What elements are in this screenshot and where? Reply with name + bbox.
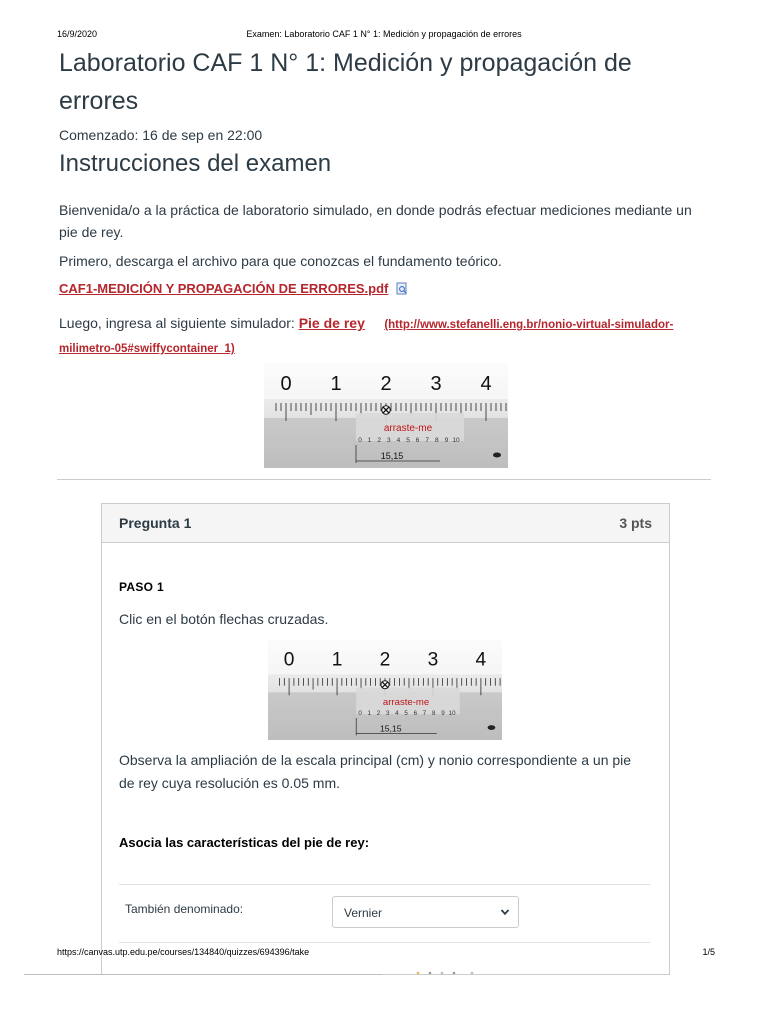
simulator-prefix: Luego, ingresa al siguiente simulador: <box>59 315 299 331</box>
vernier-number: 10 <box>448 710 456 718</box>
instructions-heading: Instrucciones del examen <box>59 150 332 177</box>
caliper-screw <box>493 453 501 458</box>
question-name: Pregunta 1 <box>119 515 192 531</box>
main-scale-number: 0 <box>280 373 292 395</box>
main-scale-number: 1 <box>330 373 342 395</box>
drag-label: arraste-me <box>382 696 430 708</box>
decorative-marks <box>412 970 482 976</box>
vernier-number: 2 <box>377 437 382 444</box>
match-select-value: Vernier <box>344 906 383 920</box>
intro-paragraph: Bienvenida/o a la práctica de laboratorio simulado, en donde podrás efectuar mediciones mediante un pie de rey. <box>59 202 692 240</box>
match-select[interactable] <box>332 896 519 928</box>
vernier-number: 0 <box>358 710 362 718</box>
vernier-number: 5 <box>406 437 410 444</box>
question-associate-heading: Asocia las características del pie de rey: <box>119 835 370 850</box>
vernier-number: 3 <box>385 710 390 718</box>
question-header <box>102 504 669 543</box>
main-scale-number: 2 <box>380 373 392 395</box>
vernier-number: 2 <box>376 710 381 718</box>
caliper-screw <box>488 725 496 730</box>
caliper-reading: 15,15 <box>379 723 402 734</box>
print-header <box>0 29 768 43</box>
main-scale-number: 0 <box>283 649 295 671</box>
vernier-number: 3 <box>386 437 391 444</box>
question-step-label: PASO 1 <box>119 580 164 594</box>
drag-label: arraste-me <box>383 423 433 434</box>
print-document-title: Examen: Laboratorio CAF 1 N° 1: Medición y propagación de errores <box>246 29 522 39</box>
main-scale-number: 3 <box>427 649 439 671</box>
caliper-simulator-image <box>264 363 508 468</box>
question-observation: Observa la ampliación de la escala principal (cm) y nonio correspondiente a un pie de rey cuya resolución es 0.05 mm. <box>119 752 632 791</box>
vernier-number: 9 <box>441 710 445 718</box>
vernier-number: 8 <box>434 437 439 444</box>
print-url: https://canvas.utp.edu.pe/courses/134840/quizzes/694396/take <box>57 947 310 957</box>
vernier-number: 0 <box>358 437 362 444</box>
download-paragraph: Primero, descarga el archivo para que conozcas el fundamento teórico. <box>59 253 502 269</box>
caliper-reading: 15,15 <box>380 451 404 461</box>
pdf-file-link[interactable]: CAF1-MEDICIÓN Y PROPAGACIÓN DE ERRORES.pdf <box>59 281 389 296</box>
quiz-title: Laboratorio CAF 1 N° 1: Medición y propagación de errores <box>59 49 632 115</box>
vernier-number: 4 <box>395 710 399 718</box>
match-row-divider <box>119 884 650 885</box>
vernier-number: 1 <box>367 437 372 444</box>
vernier-number: 10 <box>452 437 460 444</box>
section-divider <box>57 479 711 480</box>
match-label: También denominado: <box>125 902 244 916</box>
print-footer <box>0 947 768 961</box>
vernier-number: 9 <box>444 437 449 444</box>
main-scale-number: 4 <box>475 649 487 671</box>
vernier-number: 8 <box>431 710 436 718</box>
main-scale-number: 3 <box>430 373 442 395</box>
chevron-down-icon <box>500 908 510 916</box>
vernier-number: 7 <box>425 437 430 444</box>
quiz-started-timestamp: Comenzado: 16 de sep en 22:00 <box>59 127 263 143</box>
vernier-number: 4 <box>396 437 401 444</box>
main-scale-number: 4 <box>480 373 492 395</box>
vernier-number: 7 <box>422 710 427 718</box>
main-scale-number: 2 <box>379 649 391 671</box>
simulator-paragraph <box>59 312 699 360</box>
print-page-number: 1/5 <box>702 947 715 957</box>
simulator-url-link[interactable]: (http://www.stefanelli.eng.br/nonio-virtual-simulador-milimetro-05#swiffycontainer_1) <box>59 319 674 355</box>
main-scale-number: 1 <box>331 649 343 671</box>
file-link-line <box>59 281 408 296</box>
simulator-link[interactable]: Pie de rey <box>298 315 365 331</box>
vernier-number: 1 <box>367 710 372 718</box>
page-bottom-rule <box>24 974 382 975</box>
question-points: 3 pts <box>619 515 652 531</box>
print-date: 16/9/2020 <box>57 29 98 39</box>
match-row-divider <box>119 942 650 943</box>
vernier-number: 6 <box>413 710 418 718</box>
vernier-number: 5 <box>404 710 408 718</box>
vernier-number: 6 <box>415 437 420 444</box>
preview-document-icon[interactable] <box>396 282 408 295</box>
question-instruction: Clic en el botón flechas cruzadas. <box>119 611 329 627</box>
caliper-question-image <box>268 640 502 740</box>
